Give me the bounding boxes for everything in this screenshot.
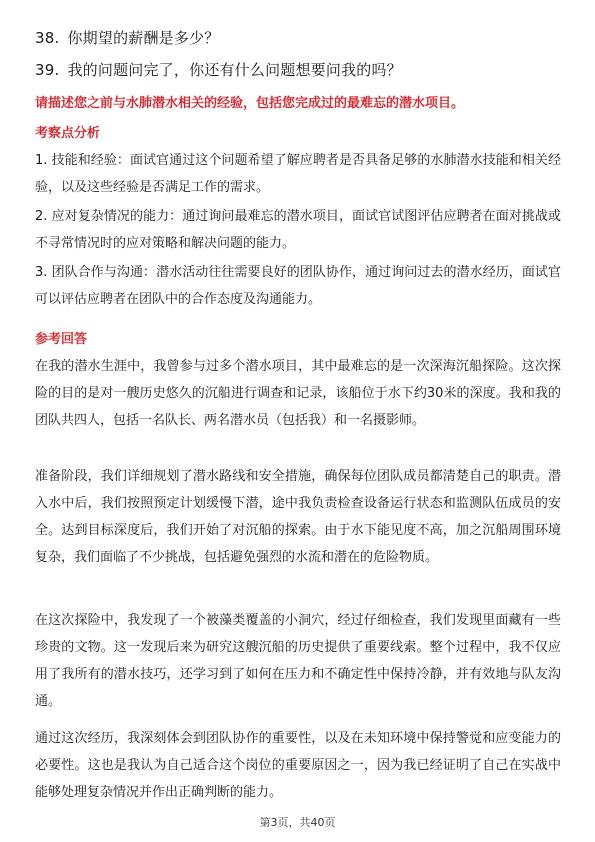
question-39 <box>35 60 402 80</box>
page-footer: 第3页，共40页 <box>259 816 336 829</box>
question-38 <box>35 28 219 48</box>
analysis-title: 考察点分析 <box>35 126 101 141</box>
question-number: 39. <box>35 61 60 79</box>
interview-prompt: 请描述您之前与水肺潜水相关的经验，包括您完成过的最难忘的潜水项目。 <box>35 96 465 111</box>
question-text: 我的问题问完了，你还有什么问题想要问我的吗？ <box>67 61 402 79</box>
question-number: 38. <box>35 29 60 47</box>
analysis-point-3: 3. 团队合作与沟通：潜水活动往往需要良好的团队协作，通过询问过去的潜水经历，面试官可以评估应聘者在团队中的合作态度及沟通能力。 <box>35 265 561 307</box>
answer-title: 参考回答 <box>35 332 88 347</box>
answer-paragraph-3: 在这次探险中，我发现了一个被藻类覆盖的小洞穴，经过仔细检查，我们发现里面藏有一些珍贵的文物。这一发现后来为研究这艘沉船的历史提供了重要线索。整个过程中，我不仅应用了我所有的潜水技巧，还学习到了如何在压力和不确定性中保持冷静，并有效地与队友沟通。 <box>35 613 561 709</box>
answer-paragraph-2: 准备阶段，我们详细规划了潜水路线和安全措施，确保每位团队成员都清楚自己的职责。潜入水中后，我们按照预定计划缓慢下潜，途中我负责检查设备运行状态和监测队伍成员的安全。达到目标深度后，我们开始了对沉船的探索。由于水下能见度不高，加之沉船周围环境复杂，我们面临了不少挑战，包括避免强烈的水流和潜在的危险物质。 <box>35 469 561 565</box>
analysis-point-2: 2. 应对复杂情况的能力：通过询问最难忘的潜水项目，面试官试图评估应聘者在面对挑战或不寻常情况时的应对策略和解决问题的能力。 <box>35 209 561 251</box>
question-text: 你期望的薪酬是多少？ <box>67 29 220 47</box>
answer-paragraph-4: 通过这次经历，我深刻体会到团队协作的重要性，以及在未知环境中保持警觉和应变能力的必要性。这也是我认为自己适合这个岗位的重要原因之一，因为我已经证明了自己在实战中能够处理复杂情况并作出正确判断的能力。 <box>35 731 561 800</box>
analysis-point-1: 1. 技能和经验：面试官通过这个问题希望了解应聘者是否具备足够的水肺潜水技能和相关经验，以及这些经验是否满足工作的需求。 <box>35 153 561 195</box>
answer-paragraph-1: 在我的潜水生涯中，我曾参与过多个潜水项目，其中最难忘的是一次深海沉船探险。这次探险的目的是对一艘历史悠久的沉船进行调查和记录，该船位于水下约30米的深度。我和我的团队共四人，包括一名队长、两名潜水员（包括我）和一名摄影师。 <box>35 359 561 428</box>
